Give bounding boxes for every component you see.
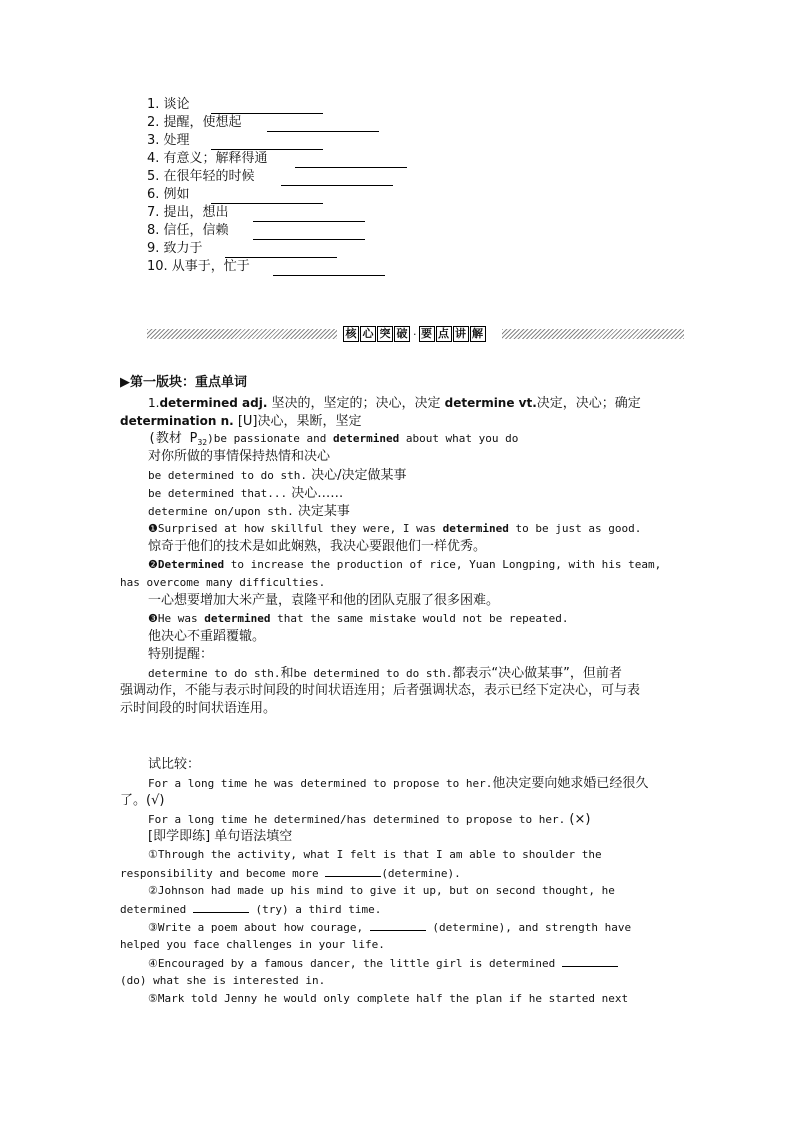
example-3	[120, 610, 674, 628]
vocab-label: 10. 从事于，忙于	[147, 259, 250, 274]
tip-en: be determined to do sth.	[293, 667, 453, 680]
phrase-cn: 决定某事	[293, 504, 350, 519]
phrase-en: be determined to do sth.	[148, 469, 307, 482]
vocab-item	[147, 132, 407, 150]
compare-line-3	[120, 810, 674, 828]
question-text: ④Encouraged by a famous dancer, the little girl is determined	[148, 957, 562, 970]
example-keyword: Determined	[157, 558, 225, 571]
vocab-item	[147, 114, 407, 132]
source-keyword: determined	[332, 432, 400, 445]
example-text: Surprised at how skillful they were, I was	[157, 522, 443, 535]
phrase-en: be determined that...	[148, 487, 288, 500]
example-marker: ❸	[148, 612, 158, 625]
entry-definition: [U]决心，果断，坚定	[233, 414, 362, 429]
phrase-line	[120, 466, 674, 484]
answer-blank[interactable]	[193, 900, 249, 913]
phrase-en: determine on/upon sth.	[148, 505, 294, 518]
example-keyword: determined	[204, 612, 271, 625]
tip-cn: 和	[280, 666, 294, 681]
practice-q1b	[120, 864, 674, 882]
tip-en: determine to do sth.	[148, 667, 281, 680]
example-2-cont: has overcome many difficulties.	[120, 576, 326, 589]
compare-line-2: 了。(√)	[120, 793, 165, 808]
vocab-list	[147, 96, 407, 276]
vocab-label: 7. 提出，想出	[147, 205, 229, 220]
vocab-item	[147, 186, 407, 204]
vocab-label: 6. 例如	[147, 187, 190, 202]
banner-char: 突	[377, 326, 393, 342]
practice-q1a: ①Through the activity, what I felt is that I am able to shoulder the	[148, 848, 602, 861]
banner-hatch-left	[147, 329, 337, 339]
compare-title: 试比较：	[148, 757, 201, 772]
compare-en: For a long time he determined/has determined to propose to her.	[148, 813, 566, 826]
tip-line-3: 示时间段的时间状语连用。	[120, 701, 277, 716]
entry-word: determination n.	[120, 414, 234, 428]
vocab-label: 1. 谈论	[147, 97, 190, 112]
phrase-line	[120, 484, 674, 502]
example-2	[120, 556, 674, 574]
phrase-cn: 决心……	[287, 486, 344, 501]
question-text: (try) a third time.	[248, 903, 382, 916]
practice-q3b: helped you face challenges in your life.	[120, 938, 385, 951]
vocab-label: 5. 在很年轻的时候	[147, 169, 255, 184]
practice-q5a: ⑤Mark told Jenny he would only complete half the plan if he started next	[148, 992, 629, 1005]
vocab-item	[147, 240, 407, 258]
banner-char: 解	[470, 326, 486, 342]
source-page: 32	[197, 438, 208, 448]
answer-blank[interactable]	[562, 954, 618, 967]
example-2-translation: 一心想要增加大米产量，袁隆平和他的团队克服了很多困难。	[148, 593, 500, 608]
phrase-cn: 决心/决定做某事	[306, 468, 407, 483]
source-label: (教材 P	[148, 431, 198, 446]
compare-en: For a long time he was determined to propose to her.	[148, 777, 493, 790]
section-banner	[147, 326, 684, 342]
compare-cn: 他决定要向她求婚已经很久	[492, 776, 649, 791]
example-text: to increase the production of rice, Yuan Longping, with his team,	[224, 558, 662, 571]
answer-blank[interactable]	[225, 243, 337, 258]
compare-line-1	[120, 774, 674, 792]
phrase-line	[120, 502, 674, 520]
banner-dot: ·	[413, 327, 417, 341]
main-content	[120, 372, 674, 1008]
example-3-translation: 他决心不重蹈覆辙。	[148, 629, 266, 644]
answer-blank[interactable]	[253, 225, 365, 240]
question-text: responsibility and become more	[120, 867, 326, 880]
answer-blank[interactable]	[253, 207, 365, 222]
example-1-translation: 惊奇于他们的技术是如此娴熟，我决心要跟他们一样优秀。	[148, 539, 487, 554]
tip-title: 特别提醒：	[148, 647, 214, 662]
entry-number: 1.	[148, 396, 160, 410]
entry-line-1	[120, 394, 674, 412]
practice-q2b	[120, 900, 674, 918]
entry-word: determined adj.	[159, 396, 268, 410]
answer-blank[interactable]	[273, 261, 385, 276]
banner-hatch-right	[502, 329, 684, 339]
question-text: (determine), and strength have	[425, 921, 632, 934]
vocab-label: 3. 处理	[147, 133, 190, 148]
vocab-item	[147, 258, 407, 276]
answer-blank[interactable]	[267, 117, 379, 132]
entry-definition: 决定，决心；确定	[536, 396, 641, 411]
example-text: that the same mistake would not be repeated.	[270, 612, 569, 625]
section-heading: ▶第一版块：重点单词	[120, 375, 247, 390]
example-keyword: determined	[442, 522, 509, 535]
answer-blank[interactable]	[211, 135, 323, 150]
tip-line-1	[120, 664, 674, 682]
answer-blank[interactable]	[281, 171, 393, 186]
source-text: )be passionate and	[207, 432, 333, 445]
answer-blank[interactable]	[370, 918, 426, 931]
example-1	[120, 520, 674, 538]
entry-word: determine vt.	[444, 396, 537, 410]
vocab-item	[147, 222, 407, 240]
banner-char: 点	[436, 326, 452, 342]
question-text: determined	[120, 903, 193, 916]
spacer	[120, 718, 674, 756]
question-text: (determine).	[381, 867, 461, 880]
example-marker: ❷	[148, 558, 158, 571]
vocab-label: 2. 提醒，使想起	[147, 115, 242, 130]
source-translation: 对你所做的事情保持热情和决心	[148, 449, 331, 464]
banner-char: 心	[360, 326, 376, 342]
practice-q2a: ②Johnson had made up his mind to give it up, but on second thought, he	[148, 884, 615, 897]
vocab-label: 9. 致力于	[147, 241, 203, 256]
vocab-item	[147, 150, 407, 168]
practice-title: [即学即练] 单句语法填空	[148, 829, 293, 844]
answer-blank[interactable]	[295, 153, 407, 168]
banner-char: 要	[419, 326, 435, 342]
tip-cn: 都表示“决心做某事”，但前者	[452, 666, 622, 681]
compare-mark: (×)	[565, 812, 591, 827]
vocab-label: 8. 信任，信赖	[147, 223, 229, 238]
source-example	[120, 430, 674, 448]
entry-line-2	[120, 412, 674, 430]
question-text: ③Write a poem about how courage,	[148, 921, 370, 934]
banner-char: 破	[394, 326, 410, 342]
practice-q4a	[120, 954, 674, 972]
vocab-item	[147, 168, 407, 186]
example-text: to be just as good.	[508, 522, 642, 535]
vocab-label: 4. 有意义；解释得通	[147, 151, 268, 166]
banner-title	[340, 326, 490, 342]
banner-char: 讲	[453, 326, 469, 342]
banner-char: 核	[343, 326, 359, 342]
practice-q3a	[120, 918, 674, 936]
vocab-item	[147, 204, 407, 222]
practice-q4b: (do) what she is interested in.	[120, 974, 326, 987]
example-text: He was	[157, 612, 205, 625]
source-text: about what you do	[399, 432, 519, 445]
example-marker: ❶	[148, 522, 158, 535]
tip-line-2: 强调动作，不能与表示时间段的时间状语连用；后者强调状态，表示已经下定决心，可与表	[120, 683, 641, 698]
answer-blank[interactable]	[211, 99, 323, 114]
entry-definition: 坚决的，坚定的；决心，决定	[267, 396, 445, 411]
vocab-item	[147, 96, 407, 114]
answer-blank[interactable]	[211, 189, 323, 204]
answer-blank[interactable]	[325, 864, 381, 877]
